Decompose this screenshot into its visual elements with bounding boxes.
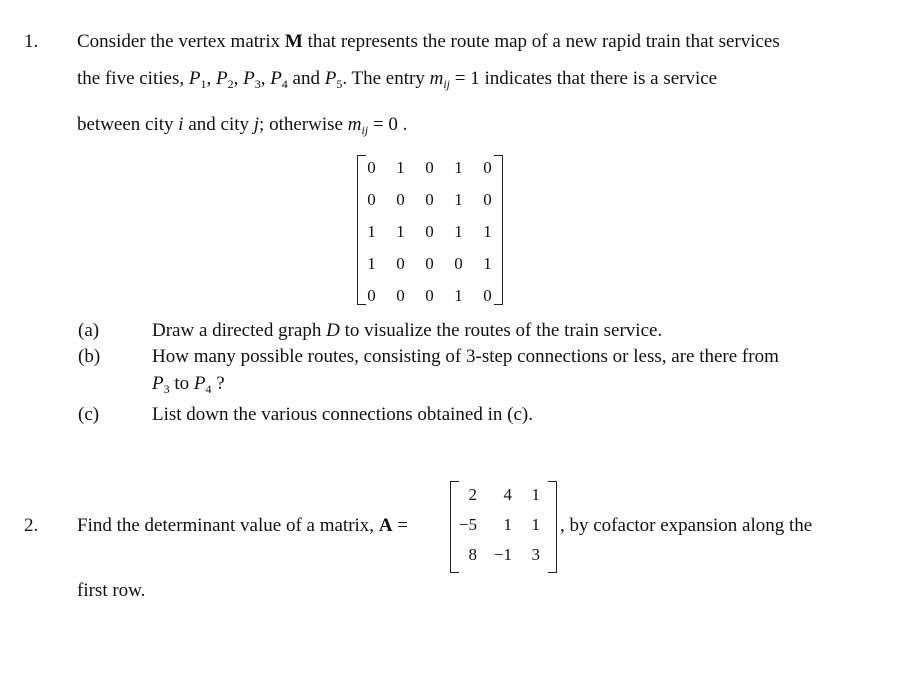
matrix-m-cell: 0	[454, 254, 463, 273]
matrix-m-cell: 0	[367, 190, 376, 209]
matrix-m-cell: 0	[367, 158, 376, 177]
matrix-m-cell: 1	[483, 254, 492, 273]
matrix-a-cell: 4	[503, 485, 512, 504]
matrix-a-cell: −1	[493, 545, 512, 564]
matrix-m-cell: 1	[454, 158, 463, 177]
matrix-m-symbol: M	[284, 31, 303, 52]
matrix-a-cell: 1	[503, 515, 512, 534]
matrix-m-cell: 0	[425, 222, 434, 241]
part-c-label: (c)	[78, 404, 100, 425]
matrix-a-cell: 3	[531, 545, 540, 564]
part-a-label: (a)	[78, 320, 100, 341]
question-2-text-post: , by cofactor expansion along the	[560, 515, 813, 536]
vertex-matrix-m	[357, 152, 502, 312]
matrix-m-right-bracket	[494, 155, 503, 305]
matrix-m-cell: 0	[425, 286, 434, 305]
matrix-m-cell: 1	[367, 254, 376, 273]
city-p5: $P_5$	[324, 68, 343, 91]
matrix-m-cell: 0	[425, 158, 434, 177]
city-p2: $P_2$	[215, 68, 234, 91]
matrix-m-cell: 0	[396, 254, 405, 273]
entry-mij-equals-0: $m_{ij} = 0$ .	[347, 114, 408, 137]
matrix-m-cell: 1	[454, 222, 463, 241]
matrix-a-symbol: A	[378, 515, 393, 536]
matrix-m-cell: 1	[454, 190, 463, 209]
matrix-m-cell: 1	[483, 222, 492, 241]
part-b-text: How many possible routes, consisting of 3-step connections or less, are there from	[152, 346, 779, 367]
matrix-a-cell: −5	[458, 515, 477, 534]
matrix-m-cell: 0	[425, 254, 434, 273]
entry-mij-equals-1: $m_{ij} = 1$	[429, 68, 480, 91]
part-b-text-cont: $P_3$ to $P_4$ ?	[152, 373, 225, 396]
matrix-m-cell: 0	[425, 190, 434, 209]
matrix-a-cell: 1	[531, 485, 540, 504]
matrix-m-cell: 1	[454, 286, 463, 305]
matrix-m-cell: 0	[483, 286, 492, 305]
part-b-label: (b)	[78, 346, 101, 367]
question-1-line-3: between city i and city j; otherwise $m_{ij} = 0$ .	[77, 114, 408, 137]
matrix-a	[445, 480, 540, 570]
matrix-m-cell: 0	[367, 286, 376, 305]
matrix-a-right-bracket	[548, 481, 557, 573]
question-2-number: 2.	[24, 515, 39, 536]
matrix-m-cell: 0	[483, 190, 492, 209]
question-2-line-2: first row.	[77, 580, 146, 601]
matrix-a-cell: 1	[531, 515, 540, 534]
matrix-m-cell: 1	[396, 222, 405, 241]
question-2-text-pre: Find the determinant value of a matrix, A =	[77, 515, 409, 536]
matrix-m-cell: 0	[483, 158, 492, 177]
matrix-m-cell: 1	[367, 222, 376, 241]
city-p3: $P_3$	[243, 68, 261, 91]
question-1-number: 1.	[24, 31, 39, 52]
city-p4: $P_4$	[270, 68, 288, 91]
matrix-m-cell: 0	[396, 190, 405, 209]
question-1-line-1: Consider the vertex matrix M that represents the route map of a new rapid train that services	[77, 31, 780, 52]
part-a-text: Draw a directed graph D to visualize the routes of the train service.	[152, 320, 663, 341]
matrix-a-cell: 8	[468, 545, 477, 564]
city-p1: $P_1$	[188, 68, 207, 91]
matrix-m-cell: 1	[396, 158, 405, 177]
question-1-line-2: the five cities, $P_1$ , $P_2$ , $P_3$ , $P_4$ and $P_5$ . The entry $m_{ij} = 1$ indicates that there is a service	[77, 68, 718, 91]
matrix-a-cell: 2	[468, 485, 477, 504]
matrix-m-cell: 0	[396, 286, 405, 305]
part-c-text: List down the various connections obtained in (c).	[152, 404, 533, 425]
